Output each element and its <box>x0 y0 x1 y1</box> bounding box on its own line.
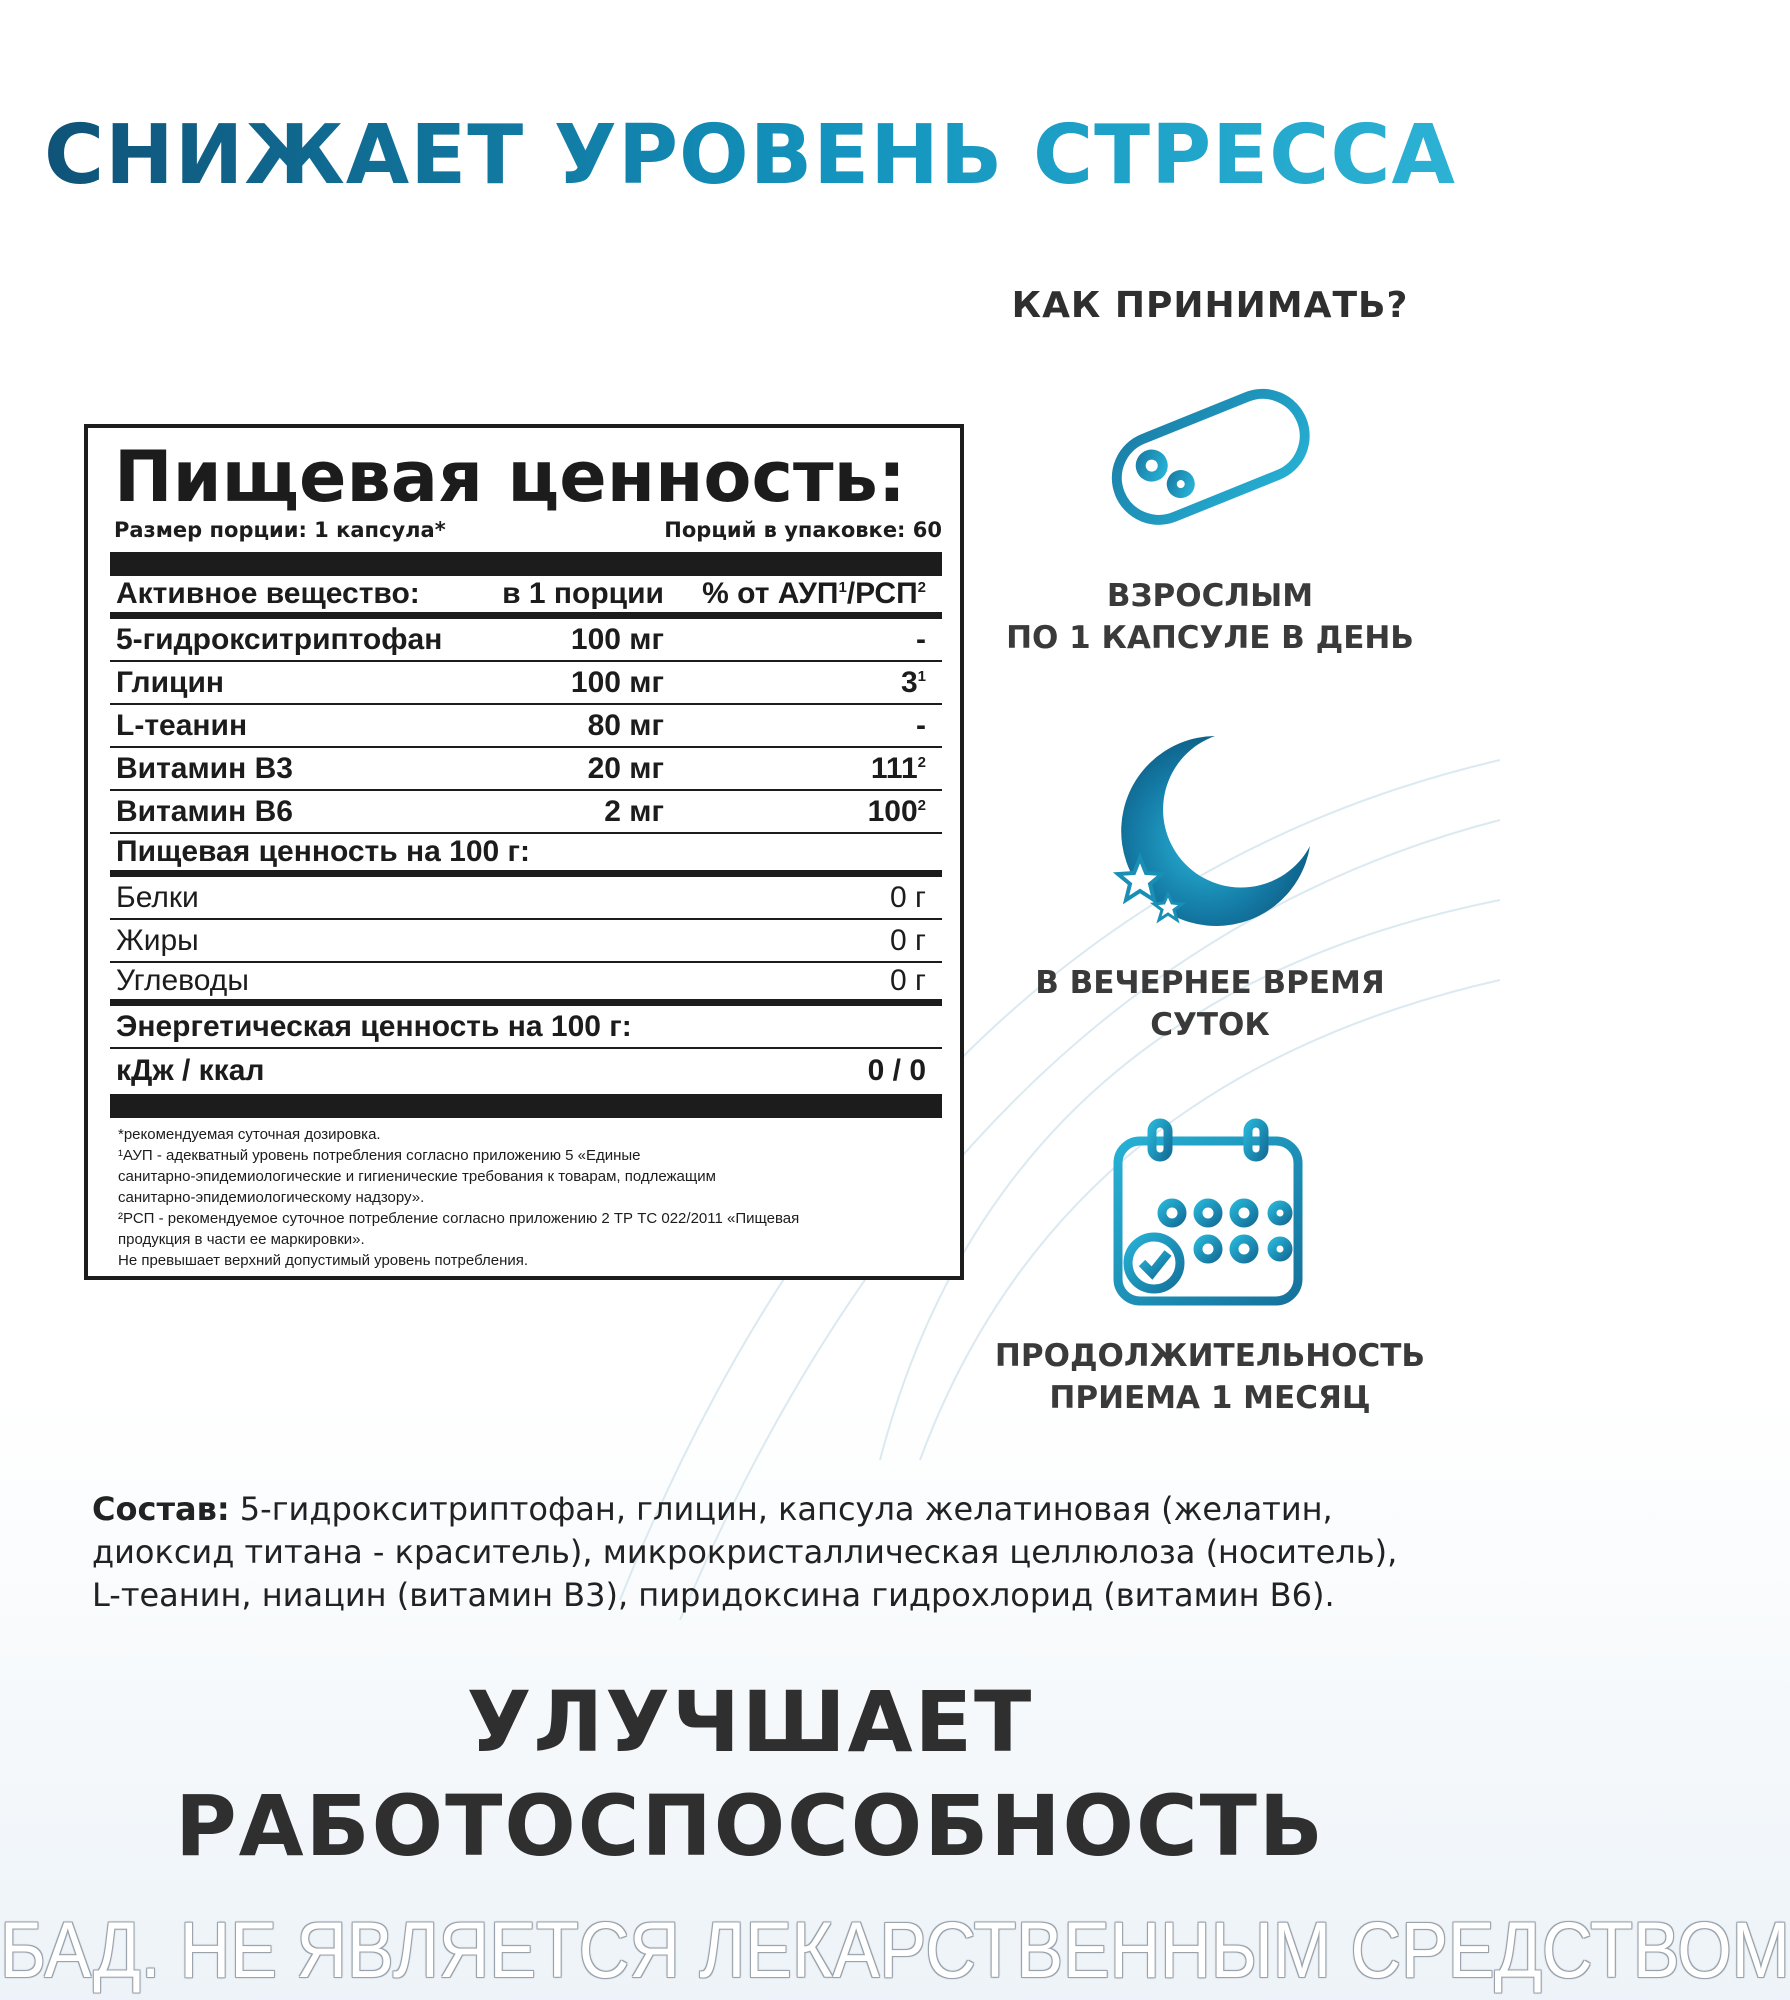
nutrient-value: 0 г <box>890 923 926 957</box>
thick-divider <box>110 552 942 576</box>
footnote: ²РСП - рекомендуемое суточное потребление согласно приложению 2 ТР ТС 022/2011 «Пищевая <box>118 1210 800 1227</box>
how-to-take-title: КАК ПРИНИМАТЬ? <box>1011 285 1409 326</box>
moon-icon <box>1110 728 1320 938</box>
footnote: Не превышает верхний допустимый уровень потребления. <box>118 1252 529 1269</box>
active-amount: 2 мг <box>604 794 664 828</box>
panel-title: Пищевая ценность: <box>114 436 906 518</box>
nutrient-name: Углеводы <box>116 964 249 997</box>
nutrient-value: 0 г <box>890 880 926 914</box>
active-name: Глицин <box>116 665 225 699</box>
energy-heading: Энергетическая ценность на 100 г: <box>116 1009 632 1043</box>
active-amount: 20 мг <box>587 751 664 785</box>
per100-heading: Пищевая ценность на 100 г: <box>116 835 531 868</box>
header-substance: Активное вещество: <box>116 577 420 610</box>
servings-per-pack: Порций в упаковке: 60 <box>664 518 942 542</box>
footnote: продукция в части ее маркировки». <box>118 1231 365 1248</box>
table-row <box>110 619 942 662</box>
composition-line: Состав: 5-гидрокситриптофан, глицин, капсула желатиновая (желатин, <box>92 1490 1333 1528</box>
composition-line: L-теанин, ниацин (витамин В3), пиридоксина гидрохлорид (витамин В6). <box>92 1576 1335 1614</box>
header-per-serving: в 1 порции <box>502 577 664 610</box>
table-header-row <box>110 576 942 619</box>
energy-heading-row <box>110 1006 942 1049</box>
nutrition-panel <box>84 424 964 1280</box>
thick-divider <box>110 1094 942 1118</box>
composition-line: диоксид титана - краситель), микрокристаллическая целлюлоза (носитель), <box>92 1533 1398 1571</box>
footnote: санитарно-эпидемиологическому надзору». <box>118 1189 425 1206</box>
table-row <box>110 748 942 791</box>
active-percent: $111^2$ <box>870 751 926 785</box>
active-percent: - <box>916 622 926 656</box>
table-row <box>110 920 942 963</box>
serving-info <box>114 518 942 542</box>
table-row <box>110 877 942 920</box>
active-name: 5-гидрокситриптофан <box>116 622 443 656</box>
active-name: Витамин В6 <box>116 794 293 828</box>
headline: СНИЖАЕТ УРОВЕНЬ СТРЕССА <box>0 108 1500 203</box>
footnote: санитарно-эпидемиологические и гигиенические требования к товарам, подлежащим <box>118 1168 716 1185</box>
disclaimer: БАД. НЕ ЯВЛЯЕТСЯ ЛЕКАРСТВЕННЫМ СРЕДСТВОМ <box>0 1906 1790 1994</box>
composition <box>92 1488 1422 1617</box>
nutrition-rows <box>110 576 942 1092</box>
caption-dosage: ВЗРОСЛЫМ ПО 1 КАПСУЛЕ В ДЕНЬ <box>1006 578 1414 656</box>
nutrient-value: 0 г <box>890 964 926 997</box>
serving-size: Размер порции: 1 капсула* <box>114 518 446 542</box>
nutrient-name: Белки <box>116 880 199 914</box>
nutrient-name: Жиры <box>116 923 199 957</box>
active-percent: - <box>916 708 926 742</box>
active-percent: $100^2$ <box>867 794 926 828</box>
table-row <box>110 1049 942 1092</box>
table-row <box>110 963 942 1006</box>
composition-label: Состав: <box>92 1490 230 1528</box>
energy-name: кДж / ккал <box>116 1053 265 1087</box>
caption-time: В ВЕЧЕРНЕЕ ВРЕМЯ СУТОК <box>1035 965 1385 1043</box>
calendar-icon <box>1108 1115 1308 1315</box>
footnote: *рекомендуемая суточная дозировка. <box>118 1126 381 1143</box>
footnotes <box>118 1124 942 1271</box>
footnote: ¹АУП - адекватный уровень потребления согласно приложению 5 «Единые <box>118 1147 641 1164</box>
active-name: L-теанин <box>116 708 248 742</box>
per100-heading-row <box>110 834 942 877</box>
active-amount: 100 мг <box>570 622 664 656</box>
table-row <box>110 662 942 705</box>
active-amount: 100 мг <box>570 665 664 699</box>
active-amount: 80 мг <box>587 708 664 742</box>
active-name: Витамин В3 <box>116 751 293 785</box>
active-percent: $3^1$ <box>900 665 926 699</box>
header-percent: % от АУП$^1$/РСП$^2$ <box>702 577 926 610</box>
table-row <box>110 705 942 748</box>
capsule-icon <box>1090 375 1330 535</box>
energy-value: 0 / 0 <box>867 1053 926 1087</box>
table-row <box>110 791 942 834</box>
improves-heading: УЛУЧШАЕТ РАБОТОСПОСОБНОСТЬ <box>175 1673 1325 1875</box>
caption-duration: ПРОДОЛЖИТЕЛЬНОСТЬ ПРИЕМА 1 МЕСЯЦ <box>994 1338 1426 1416</box>
